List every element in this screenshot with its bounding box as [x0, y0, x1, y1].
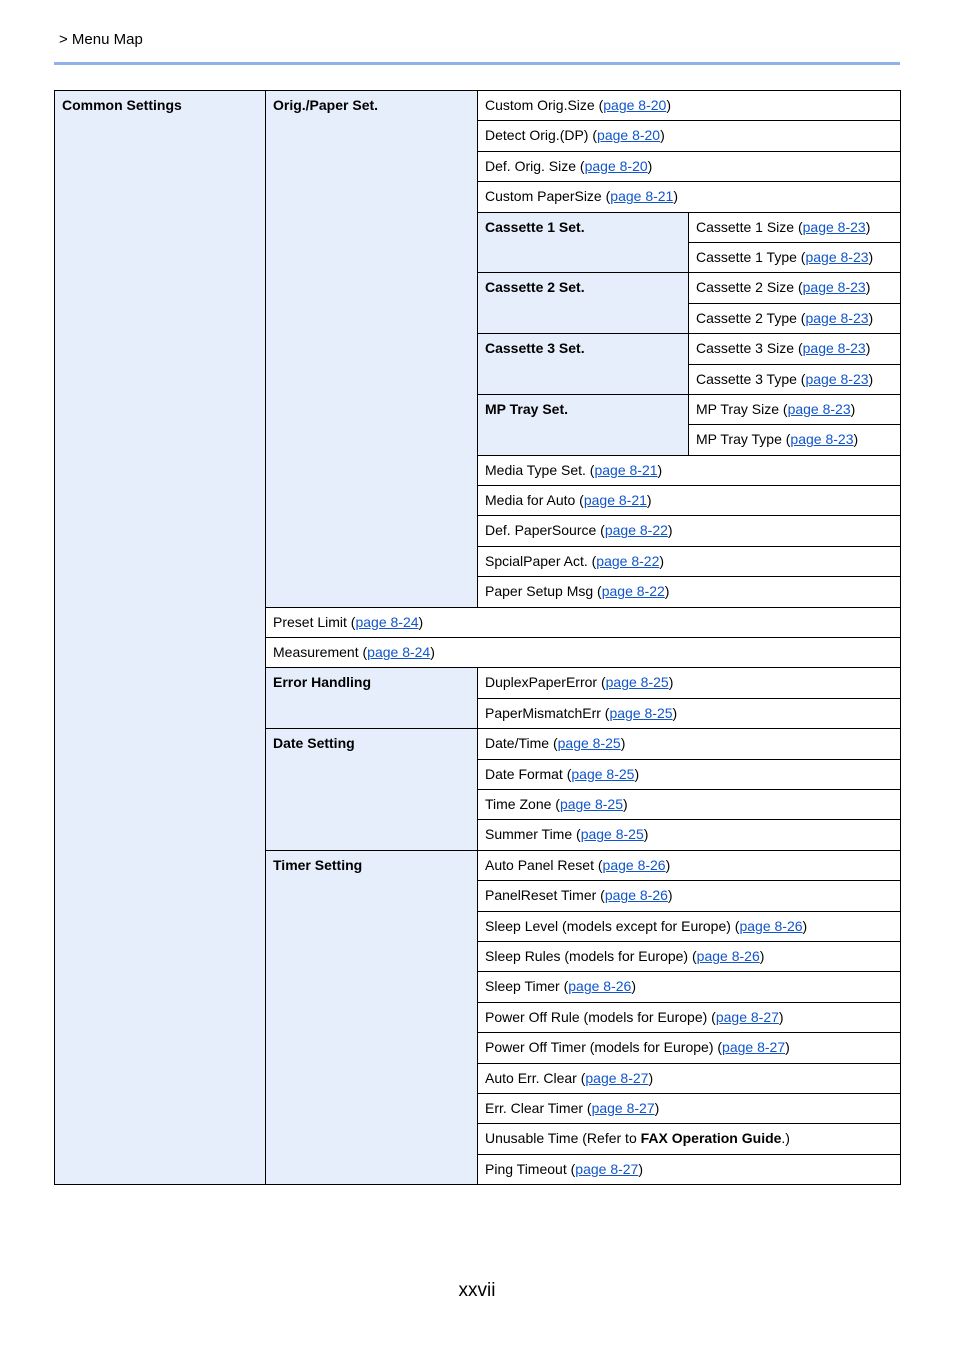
cassette-group — [478, 394, 689, 455]
item-label: Preset Limit — [273, 613, 347, 630]
menu-item: Auto Err. Clear (page 8-27) — [478, 1063, 901, 1093]
item-label: Def. Orig. Size — [485, 157, 577, 174]
item-label: Media for Auto — [485, 492, 576, 509]
page-link[interactable]: page 8-22 — [604, 522, 668, 539]
menu-item — [478, 1124, 901, 1154]
menu-item: Time Zone (page 8-25) — [478, 789, 901, 819]
page-link[interactable]: page 8-26 — [602, 856, 666, 873]
item-label: Cassette 2 Size — [696, 279, 795, 296]
item-label: Auto Panel Reset — [485, 856, 594, 873]
item-label: Sleep Level (models except for Europe) — [485, 917, 731, 934]
menu-item: PanelReset Timer (page 8-26) — [478, 881, 901, 911]
menu-item: Cassette 3 Size (page 8-23) — [689, 334, 901, 364]
guide-reference: FAX Operation Guide — [640, 1130, 782, 1147]
item-label: DuplexPaperError — [485, 674, 598, 691]
page-link[interactable]: page 8-21 — [594, 461, 658, 478]
page-link[interactable]: page 8-24 — [355, 613, 419, 630]
date-setting-label: Date Setting — [273, 735, 355, 752]
item-label: Date Format — [485, 765, 563, 782]
menu-item: Media Type Set. (page 8-21) — [478, 455, 901, 485]
item-label: Time Zone — [485, 795, 552, 812]
menu-item: Cassette 2 Size (page 8-23) — [689, 273, 901, 303]
menu-item: Media for Auto (page 8-21) — [478, 486, 901, 516]
page-link[interactable]: page 8-26 — [604, 887, 668, 904]
menu-item: MP Tray Size (page 8-23) — [689, 394, 901, 424]
page-link[interactable]: page 8-23 — [802, 340, 866, 357]
menu-item: SpcialPaper Act. (page 8-22) — [478, 546, 901, 576]
cassette-group-label: Cassette 3 Set. — [485, 340, 585, 357]
item-label: Summer Time — [485, 826, 573, 843]
item-label: Cassette 3 Type — [696, 370, 797, 387]
item-suffix: .) — [781, 1130, 790, 1147]
menu-item: Date Format (page 8-25) — [478, 759, 901, 789]
item-label: Def. PaperSource — [485, 522, 597, 539]
header-rule — [54, 62, 900, 65]
cassette-group — [478, 334, 689, 395]
date-setting — [266, 729, 478, 851]
item-label: PanelReset Timer — [485, 887, 597, 904]
item-label: Paper Setup Msg — [485, 583, 594, 600]
item-label: Date/Time — [485, 735, 550, 752]
error-handling-label: Error Handling — [273, 674, 372, 691]
page-link[interactable]: page 8-27 — [715, 1008, 779, 1025]
cassette-group-label: Cassette 2 Set. — [485, 279, 585, 296]
common-settings — [55, 91, 266, 1185]
menu-item: Cassette 1 Size (page 8-23) — [689, 212, 901, 242]
error-handling — [266, 668, 478, 729]
page-link[interactable]: page 8-23 — [802, 279, 866, 296]
page-link[interactable]: page 8-22 — [601, 583, 665, 600]
menu-item: Sleep Timer (page 8-26) — [478, 972, 901, 1002]
menu-item: Power Off Timer (models for Europe) (page 8-27) — [478, 1033, 901, 1063]
menu-item: Sleep Level (models except for Europe) (page 8-26) — [478, 911, 901, 941]
menu-item: Measurement (page 8-24) — [266, 638, 901, 668]
item-label: SpcialPaper Act. — [485, 552, 588, 569]
item-label: MP Tray Type — [696, 431, 782, 448]
item-label: Power Off Timer (models for Europe) — [485, 1039, 714, 1056]
page-link[interactable]: page 8-25 — [557, 735, 621, 752]
page-link[interactable]: page 8-25 — [580, 826, 644, 843]
menu-item: Preset Limit (page 8-24) — [266, 607, 901, 637]
breadcrumb: > Menu Map — [59, 31, 143, 48]
timer-setting — [266, 850, 478, 1184]
item-label: Auto Err. Clear — [485, 1069, 577, 1086]
menu-map-table — [54, 90, 901, 1185]
page-link[interactable]: page 8-26 — [739, 917, 803, 934]
menu-item: Cassette 2 Type (page 8-23) — [689, 303, 901, 333]
page-link[interactable]: page 8-24 — [367, 644, 431, 661]
menu-item: PaperMismatchErr (page 8-25) — [478, 698, 901, 728]
menu-item: Custom PaperSize (page 8-21) — [478, 182, 901, 212]
page-link[interactable]: page 8-27 — [591, 1099, 655, 1116]
item-label: Media Type Set. — [485, 461, 586, 478]
menu-item: Cassette 1 Type (page 8-23) — [689, 242, 901, 272]
page-link[interactable]: page 8-23 — [805, 309, 869, 326]
cassette-group-label: Cassette 1 Set. — [485, 218, 585, 235]
page-link[interactable]: page 8-27 — [575, 1160, 639, 1177]
page-link[interactable]: page 8-23 — [790, 431, 854, 448]
item-label: Power Off Rule (models for Europe) — [485, 1008, 708, 1025]
menu-item: Custom Orig.Size (page 8-20) — [478, 91, 901, 121]
menu-item: Ping Timeout (page 8-27) — [478, 1154, 901, 1184]
page-link[interactable]: page 8-27 — [585, 1069, 649, 1086]
page-link[interactable]: page 8-23 — [805, 370, 869, 387]
page-link[interactable]: page 8-27 — [722, 1039, 786, 1056]
page-link[interactable]: page 8-20 — [597, 127, 661, 144]
table-row — [55, 91, 901, 121]
menu-item: Cassette 3 Type (page 8-23) — [689, 364, 901, 394]
timer-setting-label: Timer Setting — [273, 856, 363, 873]
item-label: Unusable Time (Refer to — [485, 1130, 641, 1147]
cassette-group — [478, 212, 689, 273]
page-link[interactable]: page 8-25 — [559, 795, 624, 812]
menu-item: Def. Orig. Size (page 8-20) — [478, 151, 901, 181]
page-link[interactable]: page 8-23 — [802, 218, 866, 235]
page-link[interactable]: page 8-26 — [696, 947, 760, 964]
menu-item: Summer Time (page 8-25) — [478, 820, 901, 850]
item-label: Measurement — [273, 644, 359, 661]
item-label: Cassette 1 Size — [696, 218, 795, 235]
menu-item: Date/Time (page 8-25) — [478, 729, 901, 759]
page-link[interactable]: page 8-25 — [571, 765, 635, 782]
item-label: Sleep Rules (models for Europe) — [485, 947, 689, 964]
menu-item: Paper Setup Msg (page 8-22) — [478, 577, 901, 607]
page-link[interactable]: page 8-21 — [583, 492, 647, 509]
menu-item: MP Tray Type (page 8-23) — [689, 425, 901, 455]
orig-paper-set-label: Orig./Paper Set. — [273, 97, 379, 113]
page-link[interactable]: page 8-20 — [584, 157, 648, 174]
item-label: Cassette 3 Size — [696, 340, 795, 357]
page-link[interactable]: page 8-25 — [609, 704, 673, 721]
page-link[interactable]: page 8-20 — [603, 97, 667, 113]
page-link[interactable]: page 8-22 — [596, 552, 660, 569]
item-label: PaperMismatchErr — [485, 704, 601, 721]
page-number: xxvii — [458, 1280, 496, 1301]
item-label: Ping Timeout — [485, 1160, 567, 1177]
menu-item: Auto Panel Reset (page 8-26) — [478, 850, 901, 880]
cassette-group — [478, 273, 689, 334]
item-label: MP Tray Size — [696, 400, 779, 417]
item-label: Custom PaperSize — [485, 188, 602, 205]
item-label: Sleep Timer — [485, 978, 560, 995]
item-label: Err. Clear Timer — [485, 1099, 584, 1116]
cassette-group-label: MP Tray Set. — [485, 400, 569, 417]
common-settings-label: Common Settings — [62, 97, 182, 113]
page-link[interactable]: page 8-23 — [787, 400, 851, 417]
menu-item: Detect Orig.(DP) (page 8-20) — [478, 121, 901, 151]
item-label: Detect Orig.(DP) — [485, 127, 589, 144]
page-link[interactable]: page 8-25 — [605, 674, 669, 691]
item-label: Cassette 1 Type — [696, 248, 797, 265]
menu-item: Err. Clear Timer (page 8-27) — [478, 1093, 901, 1123]
orig-paper-set — [266, 91, 478, 608]
menu-item: Def. PaperSource (page 8-22) — [478, 516, 901, 546]
page-link[interactable]: page 8-26 — [568, 978, 632, 995]
page-link[interactable]: page 8-21 — [610, 188, 674, 205]
menu-item: Sleep Rules (models for Europe) (page 8-26) — [478, 941, 901, 971]
item-label: Cassette 2 Type — [696, 309, 797, 326]
menu-item: DuplexPaperError (page 8-25) — [478, 668, 901, 698]
item-label: Custom Orig.Size — [485, 97, 595, 113]
page-link[interactable]: page 8-23 — [805, 248, 869, 265]
menu-item: Power Off Rule (models for Europe) (page 8-27) — [478, 1002, 901, 1032]
